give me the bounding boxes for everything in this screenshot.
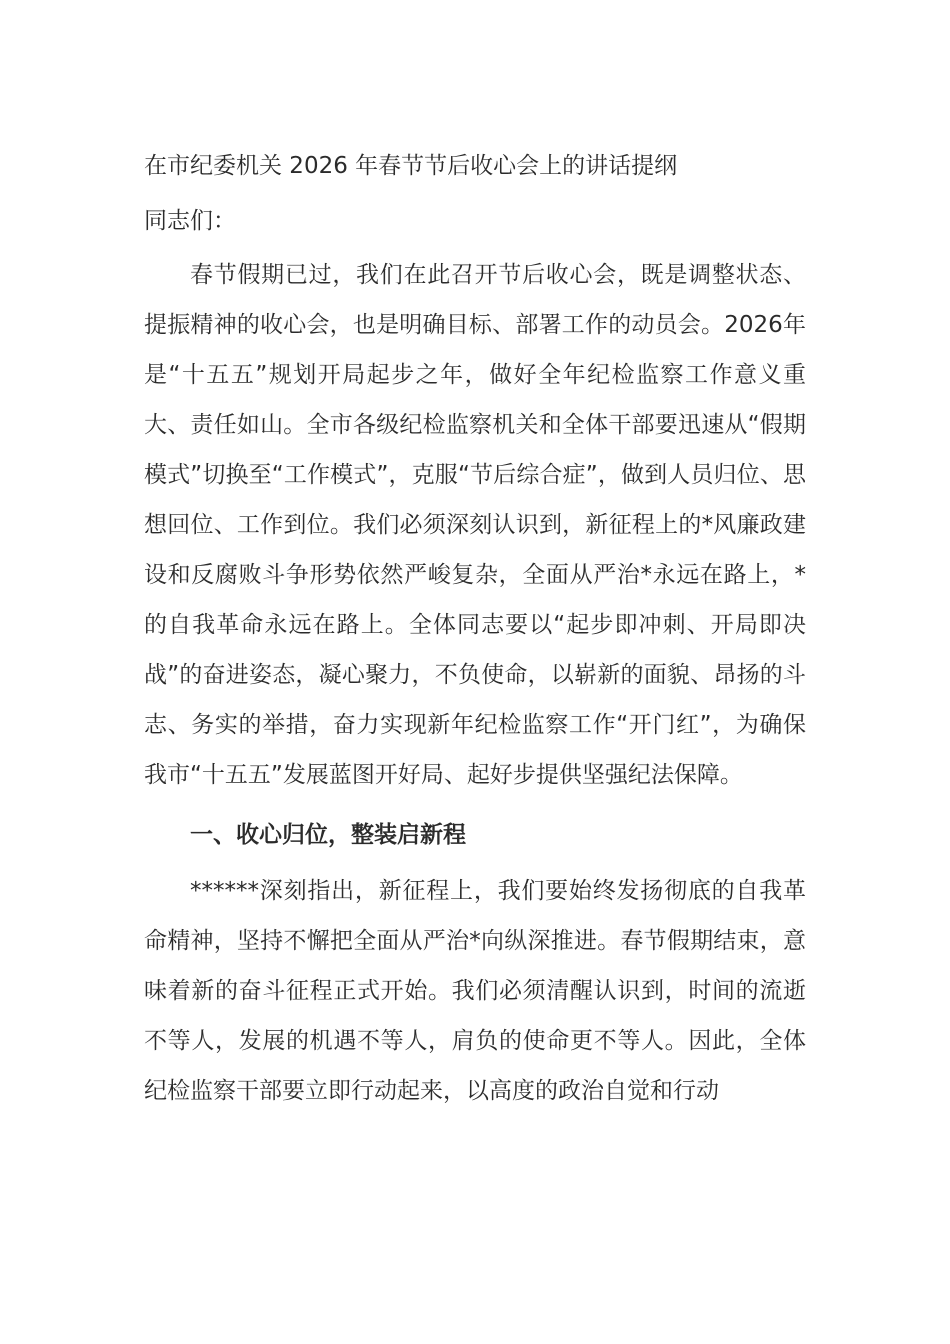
paragraph-intro: 春节假期已过，我们在此召开节后收心会，既是调整状态、提振精神的收心会，也是明确目标、部署工作的动员会。2026年是“十五五”规划开局起步之年，做好全年纪检监察工作意义重大、责任如山。全市各级纪检监察机关和全体干部要迅速从“假期模式”切换至“工作模式”，克服“节后综合症”，做到人员归位、思想回位、工作到位。我们必须深刻认识到，新征程上的*风廉政建设和反腐败斗争形势依然严峻复杂，全面从严治*永远在路上，*的自我革命永远在路上。全体同志要以“起步即冲刺、开局即决战”的奋进姿态，凝心聚力，不负使命，以崭新的面貌、昂扬的斗志、务实的举措，奋力实现新年纪检监察工作“开门红”，为确保我市“十五五”发展蓝图开好局、起好步提供坚强纪法保障。	[144, 262, 806, 788]
paragraph-section-1: ******深刻指出，新征程上，我们要始终发扬彻底的自我革命精神，坚持不懈把全面从严治*向纵深推进。春节假期结束，意味着新的奋斗征程正式开始。我们必须清醒认识到，时间的流逝不等人，发展的机遇不等人，肩负的使命更不等人。因此，全体纪检监察干部要立即行动起来，以高度的政治自觉和行动	[144, 878, 806, 1104]
document-title: 在市纪委机关 2026 年春节节后收心会上的讲话提纲	[144, 153, 678, 179]
salutation: 同志们：	[144, 208, 236, 234]
document-body	[144, 146, 806, 1116]
section-heading: 一、收心归位，整装启新程	[190, 822, 466, 848]
